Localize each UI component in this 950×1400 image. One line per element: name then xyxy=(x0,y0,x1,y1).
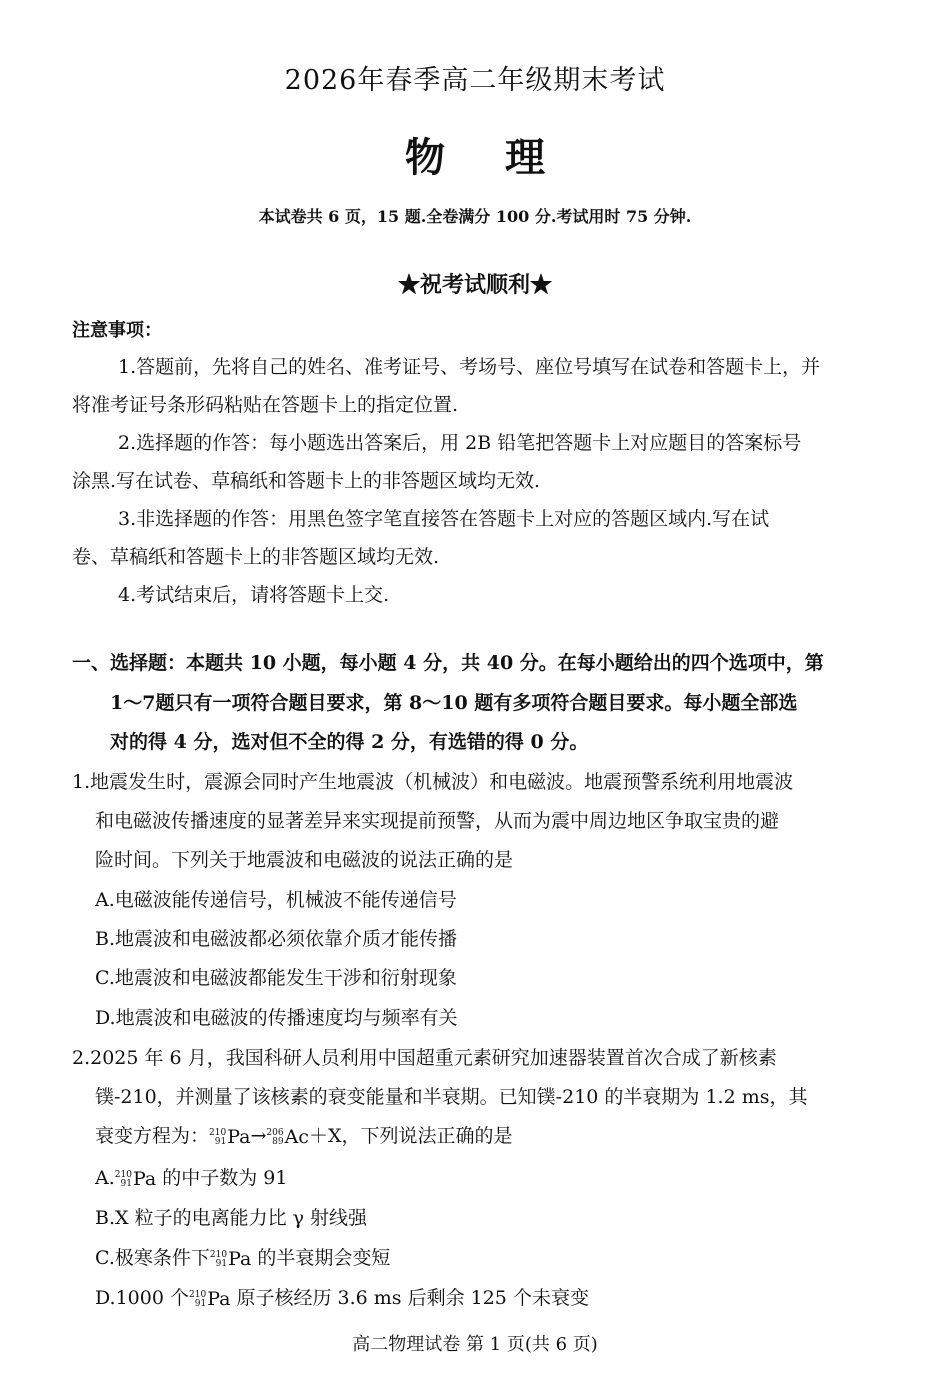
mass-number: 210 xyxy=(114,1170,132,1180)
q1-option-c: C.地震波和电磁波都能发生干涉和衍射现象 xyxy=(95,967,457,989)
q2-option-b: B.X 粒子的电离能力比 γ 射线强 xyxy=(95,1207,368,1229)
page-footer: 高二物理试卷 第 1 页(共 6 页) xyxy=(352,1334,598,1355)
mass-number: 210 xyxy=(189,1290,207,1300)
nuclide-ac xyxy=(266,1126,309,1148)
good-luck-banner: ★祝考试顺利★ xyxy=(397,272,552,298)
nuclide-pa xyxy=(210,1248,251,1270)
q1-option-d: D.地震波和电磁波的传播速度均与频率有关 xyxy=(95,1007,458,1029)
subject-char-2: 理 xyxy=(505,134,545,181)
notes-line: 涂黑.写在试卷、草稿纸和答题卡上的非答题区域均无效. xyxy=(72,470,541,492)
notes-line: 将准考证号条形码粘贴在答题卡上的指定位置. xyxy=(72,394,459,416)
q1-option-b: B.地震波和电磁波都必须依靠介质才能传播 xyxy=(95,928,458,950)
q1-stem-line: 1.地震发生时，震源会同时产生地震波（机械波）和电磁波。地震预警系统利用地震波 xyxy=(72,771,794,793)
q2-stem-line: 镤-210，并测量了该核素的衰变能量和半衰期。已知镤-210 的半衰期为 1.2 ms，其 xyxy=(95,1086,808,1108)
element-symbol: Pa xyxy=(207,1288,231,1310)
q2-option-d xyxy=(95,1283,589,1310)
section-heading-line: 1～7题只有一项符合题目要求，第 8～10 题有多项符合题目要求。每小题全部选 xyxy=(110,692,798,714)
q1-stem-line: 和电磁波传播速度的显著差异来实现提前预警，从而为震中周边地区争取宝贵的避 xyxy=(95,810,780,832)
nuclide-pa xyxy=(209,1126,250,1148)
atomic-number: 91 xyxy=(120,1179,132,1189)
option-text: 原子核经历 3.6 ms 后剩余 125 个未衰变 xyxy=(230,1287,589,1309)
q2-decay-equation xyxy=(95,1121,512,1148)
q1-stem-line: 险时间。下列关于地震波和电磁波的说法正确的是 xyxy=(95,849,514,871)
q1-option-a: A.电磁波能传递信号，机械波不能传递信号 xyxy=(95,889,457,911)
subject-char-1: 物 xyxy=(405,134,445,181)
notes-line: 4.考试结束后，请将答题卡上交. xyxy=(118,584,390,606)
element-symbol: Pa xyxy=(132,1168,157,1190)
atomic-number: 91 xyxy=(215,1259,228,1269)
section-heading-line: 一、选择题：本题共 10 小题，每小题 4 分，共 40 分。在每小题给出的四个选项中，第 xyxy=(72,652,824,674)
notes-heading: 注意事项： xyxy=(72,320,162,341)
option-text: D.1000 个 xyxy=(95,1287,189,1309)
atomic-number: 89 xyxy=(272,1137,284,1147)
section-heading-line: 对的得 4 分，选对但不全的得 2 分，有选错的得 0 分。 xyxy=(110,731,589,753)
atomic-number: 91 xyxy=(214,1137,227,1147)
q2-option-c xyxy=(95,1243,390,1270)
exam-info: 本试卷共 6 页，15 题.全卷满分 100 分.考试用时 75 分钟. xyxy=(258,207,692,226)
equation-suffix: ＋X，下列说法正确的是 xyxy=(308,1125,513,1147)
notes-line: 3.非选择题的作答：用黑色签字笔直接答在答题卡上对应的答题区域内.写在试 xyxy=(118,508,770,530)
nuclide-pa xyxy=(115,1168,156,1190)
option-text: 的半衰期会变短 xyxy=(251,1247,391,1269)
notes-line: 1.答题前，先将自己的姓名、准考证号、考场号、座位号填写在试卷和答题卡上，并 xyxy=(118,356,821,378)
nuclide-pa xyxy=(189,1288,230,1310)
q2-option-a xyxy=(95,1163,287,1190)
arrow: → xyxy=(250,1125,267,1147)
option-text: 的中子数为 91 xyxy=(156,1167,288,1189)
notes-line: 卷、草稿纸和答题卡上的非答题区域均无效. xyxy=(72,546,440,568)
element-symbol: Ac xyxy=(284,1126,309,1148)
mass-number: 210 xyxy=(209,1250,228,1260)
option-text: C.极寒条件下 xyxy=(95,1247,210,1269)
atomic-number: 91 xyxy=(194,1299,207,1309)
mass-number: 206 xyxy=(266,1128,284,1138)
notes-line: 2.选择题的作答：每小题选出答案后，用 2B 铅笔把答题卡上对应题目的答案标号 xyxy=(118,432,802,454)
exam-title: 2026年春季高二年级期末考试 xyxy=(284,65,666,96)
element-symbol: Pa xyxy=(228,1248,252,1270)
option-label: A. xyxy=(95,1167,115,1189)
mass-number: 210 xyxy=(209,1128,227,1138)
element-symbol: Pa xyxy=(227,1126,251,1148)
equation-prefix: 衰变方程为： xyxy=(95,1125,210,1147)
q2-stem-line: 2.2025 年 6 月，我国科研人员利用中国超重元素研究加速器装置首次合成了新核素 xyxy=(72,1047,777,1069)
subject-title xyxy=(0,126,950,183)
